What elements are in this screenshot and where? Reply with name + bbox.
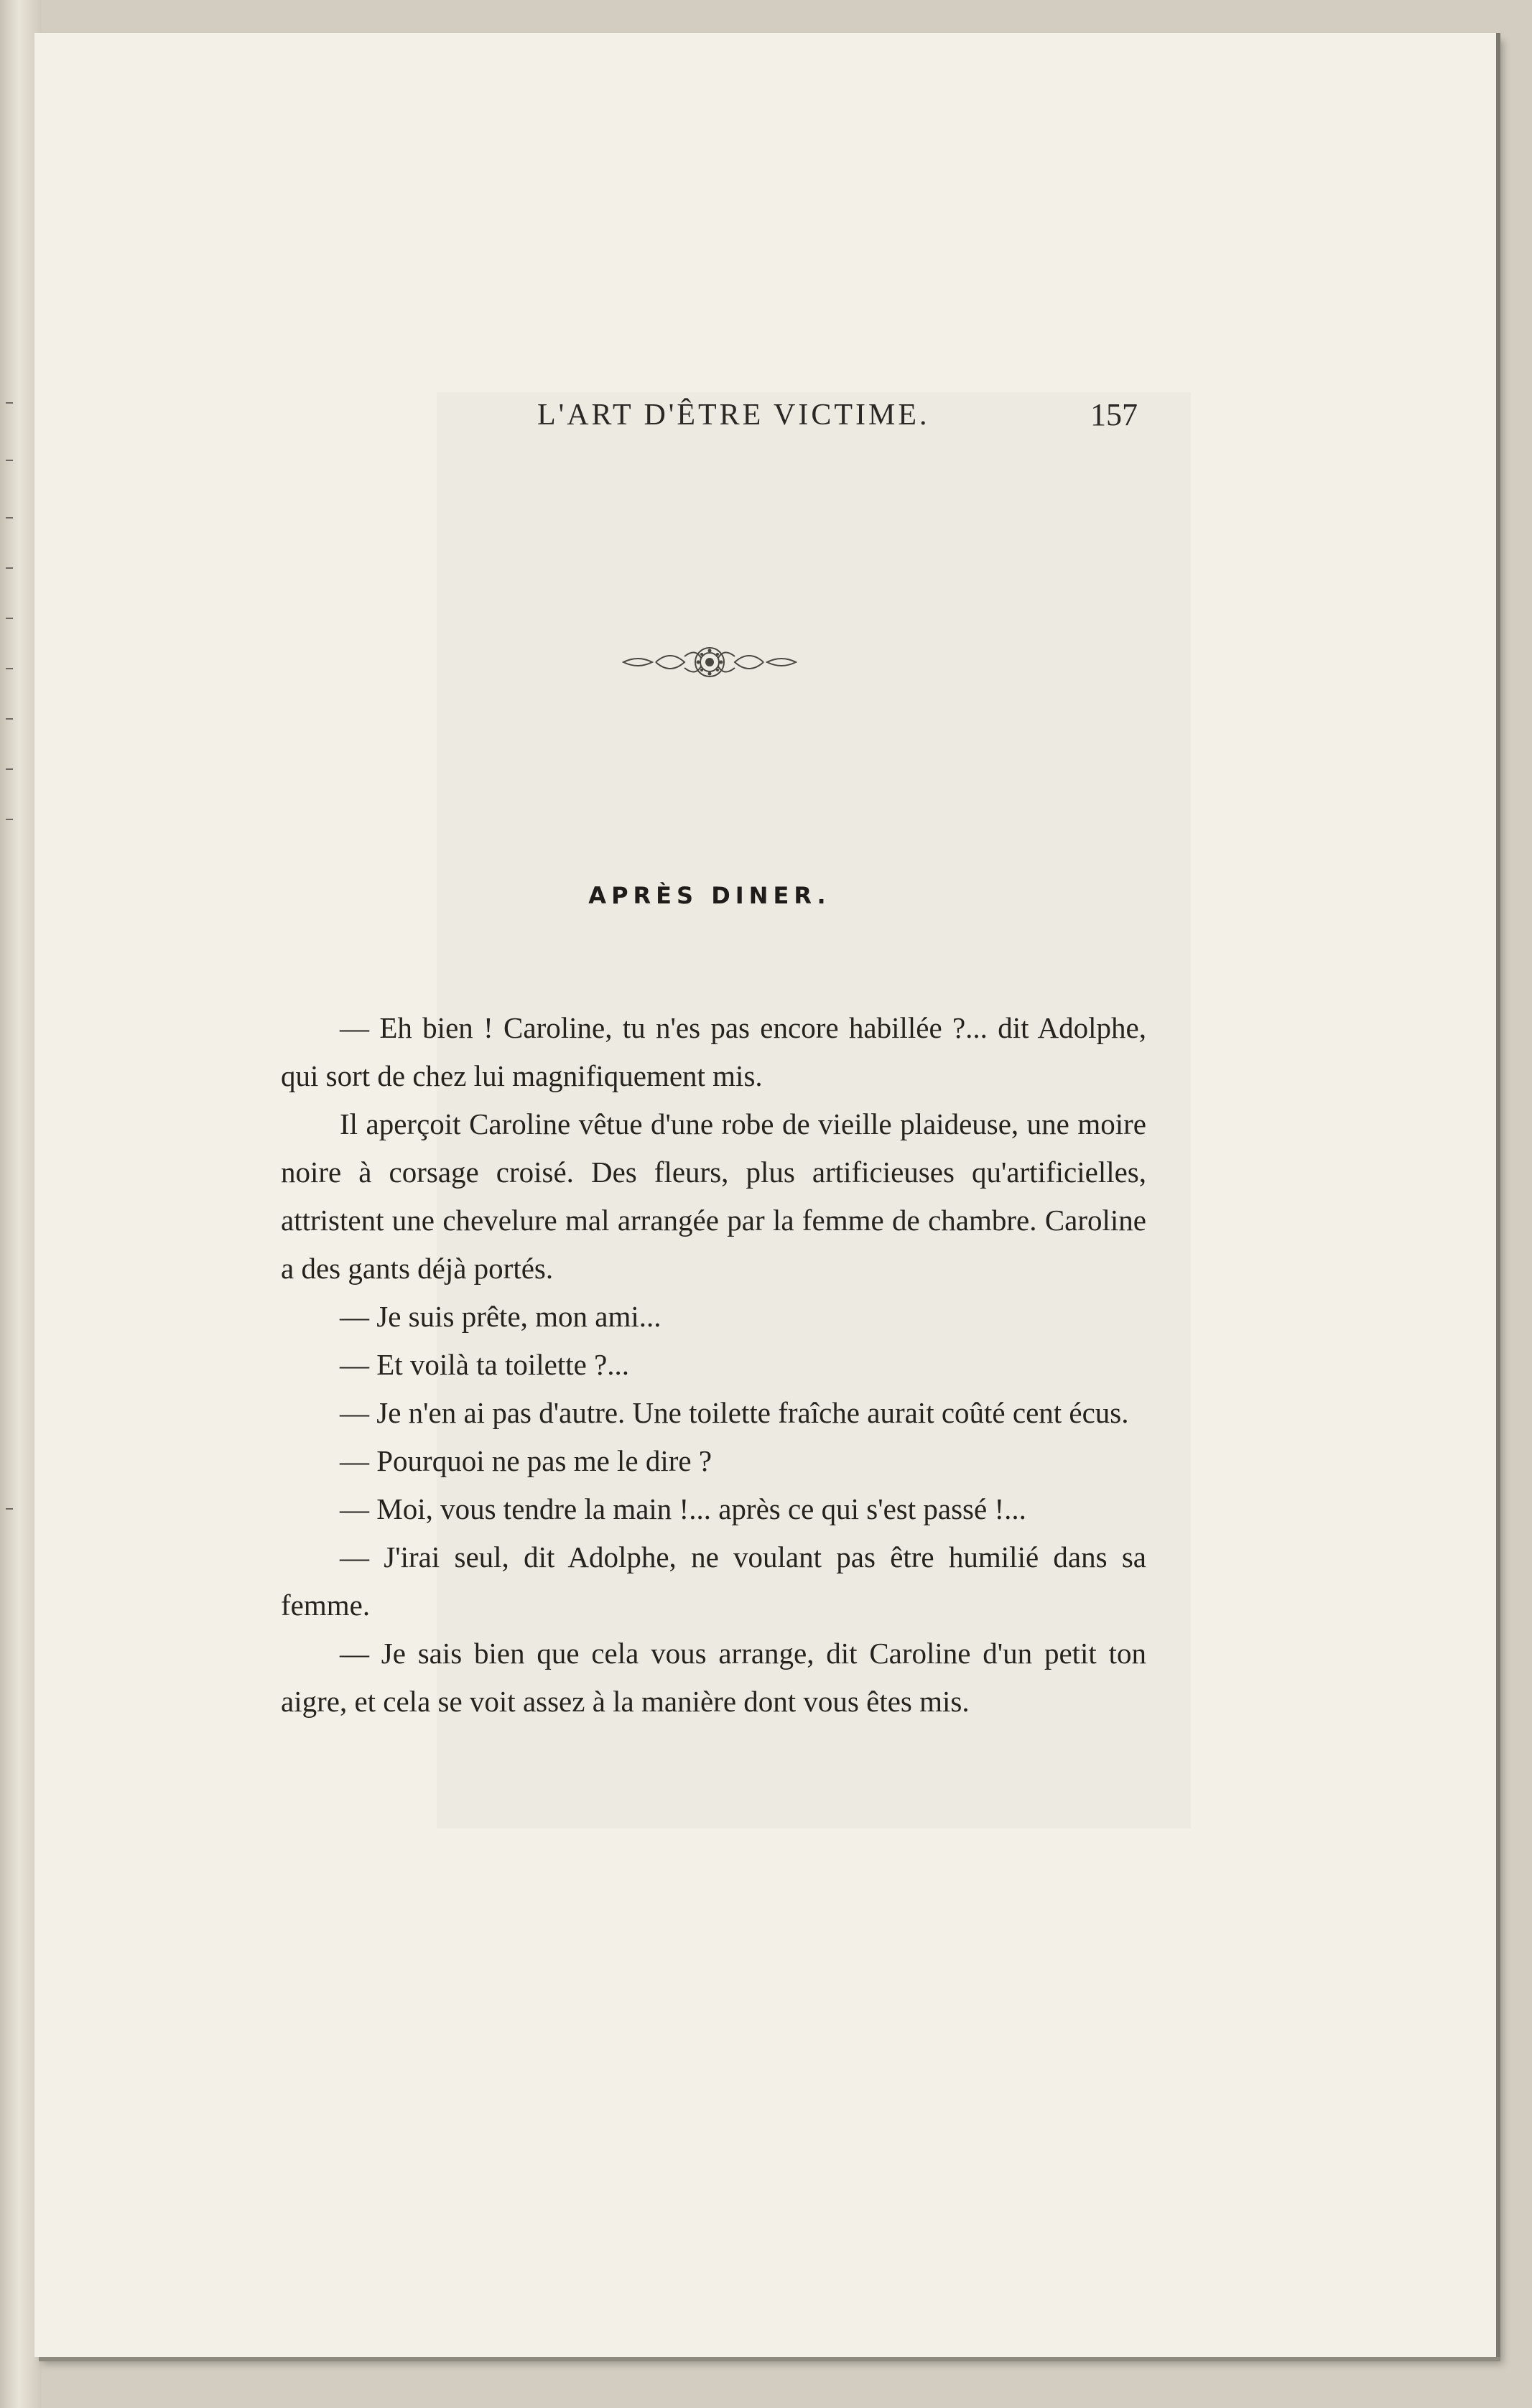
spine-mark [6, 618, 13, 619]
spine-mark [6, 567, 13, 569]
paragraph: — Eh bien ! Caroline, tu n'es pas encore habillée ?... dit Adolphe, qui sort de chez lui magnifiquement mis. [281, 1011, 1146, 1092]
paragraph: — Je sais bien que cela vous arrange, dit Caroline d'un petit ton aigre, et cela se voit assez à la manière dont vous êtes mis. [281, 1637, 1146, 1718]
paragraph: — Et voilà ta toilette ?... [340, 1348, 630, 1381]
chapter-title: APRÈS DINER. [588, 882, 831, 909]
spine-mark [6, 460, 13, 461]
spine-mark [6, 668, 13, 669]
spine-mark [6, 517, 13, 519]
paragraph: — Je suis prête, mon ami... [340, 1300, 661, 1333]
spine-mark [6, 718, 13, 720]
spine-mark [6, 1508, 13, 1510]
spine-mark [6, 402, 13, 404]
running-head: L'ART D'ÊTRE VICTIME. [537, 399, 930, 432]
paragraph: — Je n'en ai pas d'autre. Une toilette fraîche aurait coûté cent écus. [340, 1396, 1129, 1429]
body-text [281, 1004, 1146, 1726]
paragraph: — J'irai seul, dit Adolphe, ne voulant pas être humilié dans sa femme. [281, 1540, 1146, 1622]
book-page [34, 33, 1496, 2357]
floral-ornament-icon [616, 642, 803, 682]
paragraph: Il aperçoit Caroline vêtue d'une robe de vieille plaideuse, une moire noire à corsage croisé. Des fleurs, plus artificieuses qu'artificielles, attristent une chevelure mal arrangée par la femme de chambre. Caroline a des gants déjà portés. [281, 1107, 1146, 1285]
spine-mark [6, 768, 13, 770]
spine-mark [6, 819, 13, 820]
paragraph: — Moi, vous tendre la main !... après ce qui s'est passé !... [340, 1492, 1026, 1525]
page-number: 157 [1090, 397, 1138, 432]
paragraph: — Pourquoi ne pas me le dire ? [340, 1444, 712, 1477]
